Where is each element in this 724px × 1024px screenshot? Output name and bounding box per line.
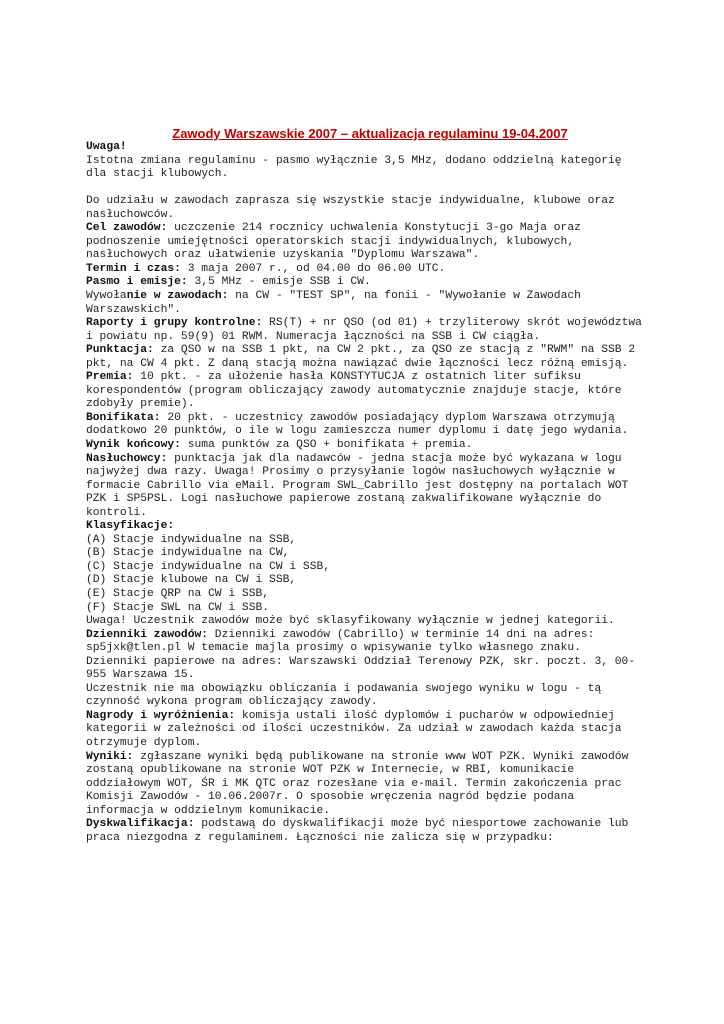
swl-label: Nasłuchowcy: [86,452,168,465]
disqualification-paragraph [86,818,646,845]
intro-paragraph: Do udziału w zawodach zaprasza się wszystkie stacje indywidualne, klubowe oraz nasłuchowców. [86,195,622,221]
final-paragraph [86,439,646,453]
call-label: nie w zawodach: [126,289,229,302]
bonification-text: 20 pkt. - uczestnicy zawodów posiadający dyplom Warszawa otrzymują dodatkowo 20 punktów, o ile w logu zamieszcza numer dyplomu i datę jego wydania. [86,411,629,438]
reports-paragraph [86,317,649,344]
classification-list [86,534,646,615]
band-text: 3,5 MHz - emisje SSB i CW. [187,276,371,289]
swl-paragraph [86,453,646,521]
document-page [86,126,649,845]
scoring-paragraph [86,344,646,371]
classification-label: Klasyfikacje: [86,520,175,533]
logs-text: Dzienniki zawodów (Cabrillo) w terminie 14 dni na adres: sp5jxk@tlen.pl W temacie majla prosimy o wpisywanie tylko własnego znaku. Dzienniki papierowe na adres: Warszawski Oddział Terenowy PZK, skr. poczt. 3, 00-955 Warszawa 15. [86,628,636,682]
classification-heading [86,520,646,534]
logs-note: Uczestnik nie ma obowiązku obliczania i podawania swojego wyniku w logu - tą czynność wykona program obliczający zawody. [86,682,609,709]
call-prefix: Wywoła [86,289,127,302]
time-text: 3 maja 2007 r., od 04.00 do 06.00 UTC. [180,262,446,275]
bonus-text: 10 pkt. - za ułożenie hasła KONSTYTUCJA z ostatnich liter sufiksu korespondentów (program obliczający zawody automatycznie znajduje stacje, które zdobyły premie). [86,371,629,411]
awards-text: komisja ustali ilość dyplomów i pucharów w odpowiedniej kategorii w zależności od ilości uczestników. Za udział w zawodach każda stacja otrzymuje dyplom. [86,709,629,750]
list-item: (B) Stacje indywidualne na CW, [86,547,290,560]
awards-label: Nagrody i wyróżnienia: [86,709,236,722]
goal-label: Cel zawodów: [86,222,168,235]
reports-text: RS(T) + nr QSO (od 01) + trzyliterowy skrót województwa i powiatu np. 59(9) 01 RWM. Numeracja łączności na SSB i CW ciągła. [86,317,649,343]
bonification-label: Bonifikata: [86,411,161,424]
results-text: zgłaszane wyniki będą publikowane na stronie www WOT PZK. Wyniki zawodów zostaną opublikowane na stronie WOT PZK w Internecie, w RBI, komunikacie oddziałowym WOT, ŚR i MK QTC oraz rozesłane via e-mail. Termin zakończenia prac Komisji Zawodów - 10.06.2007r. O sposobie wręczenia nagród będzie podana informacja w oddzielnym komunikacie. [86,750,636,817]
bonification-paragraph [86,412,646,439]
scoring-text: za QSO w na SSB 1 pkt, na CW 2 pkt., za QSO ze stacją z "RWM" na SSB 2 pkt, na CW 4 pkt. Z daną stacją można nawiązać dwie łączności lecz różną emisją. [86,344,642,370]
reports-label: Raporty i grupy kontrolne: [86,317,263,330]
notice-label: Uwaga! [86,141,127,153]
spacer [86,182,646,196]
goal-paragraph [86,222,646,263]
disqualification-text: podstawą do dyskwalifikacji może być niesportowe zachowanie lub praca niezgodna z regulaminem. Łączności nie zalicza się w przypadku: [86,818,636,844]
band-paragraph [86,276,646,290]
logs-label: Dzienniki zawodów: [86,628,209,641]
bonus-paragraph [86,371,646,412]
list-item: (E) Stacje QRP na CW i SSB, [86,588,270,600]
goal-text: uczczenie 214 rocznicy uchwalenia Konstytucji 3-go Maja oraz podnoszenie umiejętności operatorskich stacji indywidualnych, klubowych, nasłuchowych oraz ułatwienie uzyskania "Dyplomu Warszawa". [86,222,588,262]
list-item: (F) Stacje SWL na CW i SSB. [86,601,270,614]
call-text: na CW - "TEST SP", na fonii - "Wywołanie w Zawodach Warszawskich". [86,289,588,316]
list-item: (C) Stacje indywidualne na CW i SSB, [86,560,331,573]
time-label: Termin i czas: [86,262,181,275]
awards-paragraph [86,710,646,751]
document-title: Zawody Warszawskie 2007 – aktualizacja regulaminu 19-04.2007 [172,126,568,141]
classification-note: Uwaga! Uczestnik zawodów może być sklasyfikowany wyłącznie w jednej kategorii. [86,615,615,628]
list-item: (A) Stacje indywidualne na SSB, [86,533,297,546]
time-paragraph [86,263,646,277]
logs-paragraph [86,629,646,683]
scoring-label: Punktacja: [86,344,154,357]
disqualification-label: Dyskwalifikacja: [86,818,195,831]
notice-text: Istotna zmiana regulaminu - pasmo wyłącznie 3,5 MHz, dodano oddzielną kategorię dla stacji klubowych. [86,154,629,181]
call-paragraph [86,290,646,317]
results-label: Wyniki: [86,750,134,763]
results-paragraph [86,751,646,819]
bonus-label: Premia: [86,371,134,384]
notice-paragraph [86,141,646,182]
swl-text: punktacja jak dla nadawców - jedna stacja może być wykazana w logu najwyżej dwa razy. Uwaga! Prosimy o przysyłanie logów nasłuchowych wyłącznie w formacie Cabrillo via eMail. Program SWL_Cabrillo jest dostępny na portalach WOT PZK i SP5PSL. Logi nasłuchowe papierowe zostaną zakwalifikowane wyłącznie do kontroli. [86,452,636,519]
final-text: suma punktów za QSO + bonifikata + premia. [180,438,473,451]
list-item: (D) Stacje klubowe na CW i SSB, [86,574,297,587]
final-label: Wynik końcowy: [86,438,181,451]
band-label: Pasmo i emisje: [86,276,188,289]
